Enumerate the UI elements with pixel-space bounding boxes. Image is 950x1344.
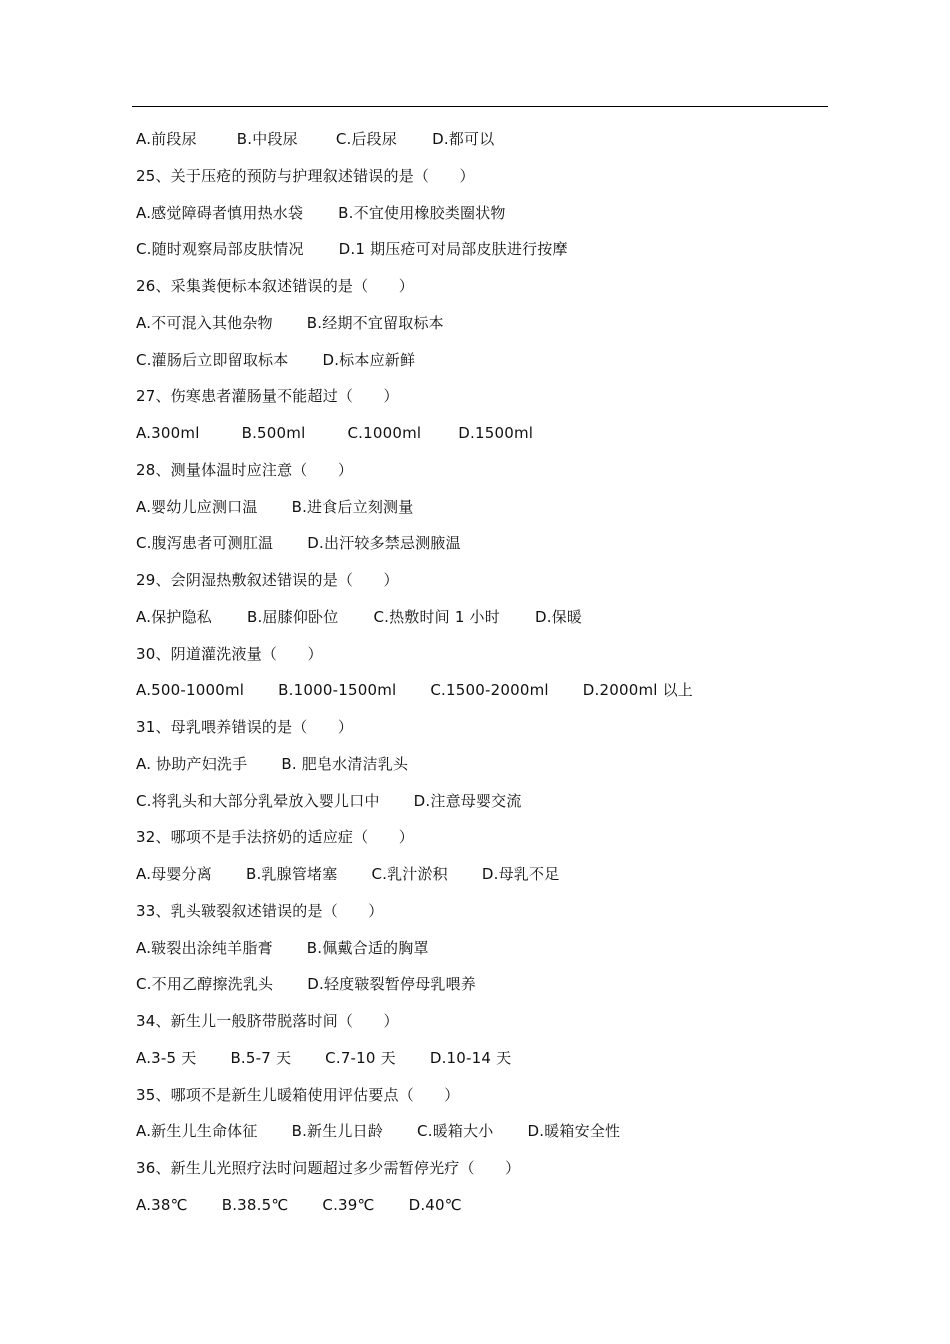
answer-option: D.都可以 [432,130,495,148]
answer-option: D.标本应新鲜 [322,350,416,369]
answer-option: C.1000ml [347,424,422,442]
answer-option: A.3-5 天 [136,1048,197,1067]
question-text: 36、新生儿光照疗法时问题超过多少需暂停光疗（ ） [136,1159,521,1177]
options-line [136,935,826,972]
answer-option: C.热敷时间 1 小时 [373,607,500,626]
question-text: 34、新生儿一般脐带脱落时间（ ） [136,1012,399,1030]
options-line [136,1045,826,1082]
question-text: 27、伤寒患者灌肠量不能超过（ ） [136,387,399,406]
answer-option: A.300ml [136,424,200,442]
question-text: 31、母乳喂养错误的是（ ） [136,718,354,736]
answer-option: C.不用乙醇擦洗乳头 [136,975,274,994]
options-line [136,751,826,788]
question-line [136,824,826,861]
answer-option: B. 肥皂水清洁乳头 [281,754,409,773]
answer-option: D.轻度皲裂暂停母乳喂养 [307,975,476,994]
question-text: 35、哪项不是新生儿暖箱使用评估要点（ ） [136,1085,460,1104]
answer-option: D.母乳不足 [481,865,560,883]
question-text: 25、关于压疮的预防与护理叙述错误的是（ ） [136,166,475,185]
answer-option: C.随时观察局部皮肤情况 [136,240,304,259]
answer-option: B.500ml [241,424,306,442]
answer-option: D.暖箱安全性 [527,1122,621,1141]
answer-option: C.乳汁淤积 [371,865,448,883]
question-line [136,641,826,678]
question-text: 28、测量体温时应注意（ ） [136,460,354,479]
question-text: 26、采集粪便标本叙述错误的是（ ） [136,277,414,295]
answer-option: B.中段尿 [236,130,298,148]
answer-option: A.母婴分离 [136,865,212,883]
question-list [136,126,826,1229]
options-line [136,200,826,237]
options-line [136,310,826,347]
answer-option: C.1500-2000ml [430,681,549,700]
answer-option: C.39℃ [322,1195,375,1214]
answer-option: B.不宜使用橡胶类圈状物 [338,203,506,222]
options-line [136,1192,826,1229]
question-line [136,457,826,494]
options-line [136,604,826,641]
answer-option: B.进食后立刻测量 [291,497,414,516]
answer-option: A.保护隐私 [136,607,212,626]
answer-option: C.后段尿 [335,130,398,148]
question-line [136,567,826,604]
answer-option: D.10-14 天 [429,1048,512,1067]
options-line [136,236,826,273]
options-line [136,530,826,567]
answer-option: A. 协助产妇洗手 [136,754,248,773]
answer-option: A.感觉障碍者慎用热水袋 [136,203,304,222]
options-line [136,347,826,384]
answer-option: B.1000-1500ml [278,681,397,700]
answer-option: A.皲裂出涂纯羊脂膏 [136,938,273,957]
options-line [136,861,826,898]
answer-option: A.前段尿 [136,130,197,148]
options-line [136,788,826,825]
question-line [136,383,826,420]
answer-option: C.7-10 天 [325,1048,396,1067]
answer-option: B.新生儿日龄 [291,1122,384,1141]
answer-option: A.500-1000ml [136,681,245,700]
question-line [136,714,826,751]
answer-option: C.腹泻患者可测肛温 [136,534,274,553]
question-line [136,163,826,200]
question-line [136,1008,826,1045]
question-line [136,1155,826,1192]
options-line [136,494,826,531]
question-line [136,1082,826,1119]
options-line [136,677,826,714]
answer-option: A.婴幼儿应测口温 [136,497,258,516]
options-line [136,971,826,1008]
answer-option: A.新生儿生命体征 [136,1122,258,1141]
answer-option: A.38℃ [136,1195,188,1214]
answer-option: D.1 期压疮可对局部皮肤进行按摩 [338,240,568,259]
question-text: 29、会阴湿热敷叙述错误的是（ ） [136,571,399,589]
question-line [136,273,826,310]
answer-option: D.出汗较多禁忌测腋温 [307,534,461,553]
header-rule [132,106,828,107]
options-line [136,420,826,457]
answer-option: B.38.5℃ [221,1195,289,1214]
answer-option: B.屈膝仰卧位 [246,607,339,626]
answer-option: D.1500ml [458,424,534,442]
options-line [136,126,826,163]
question-text: 30、阴道灌洗液量（ ） [136,644,323,663]
answer-option: B.乳腺管堵塞 [245,865,338,883]
answer-option: D.保暖 [534,607,583,626]
answer-option: B.佩戴合适的胸罩 [306,938,429,957]
answer-option: D.40℃ [408,1195,462,1214]
answer-option: C.将乳头和大部分乳晕放入婴儿口中 [136,791,380,810]
answer-option: B.5-7 天 [230,1048,292,1067]
question-text: 33、乳头皲裂叙述错误的是（ ） [136,901,384,920]
question-line [136,898,826,935]
options-line [136,1118,826,1155]
answer-option: A.不可混入其他杂物 [136,313,273,332]
answer-option: C.暖箱大小 [417,1122,494,1141]
question-text: 32、哪项不是手法挤奶的适应症（ ） [136,828,414,847]
answer-option: B.经期不宜留取标本 [306,313,444,332]
answer-option: D.注意母婴交流 [413,791,522,810]
answer-option: D.2000ml 以上 [582,681,694,700]
answer-option: C.灌肠后立即留取标本 [136,350,289,369]
